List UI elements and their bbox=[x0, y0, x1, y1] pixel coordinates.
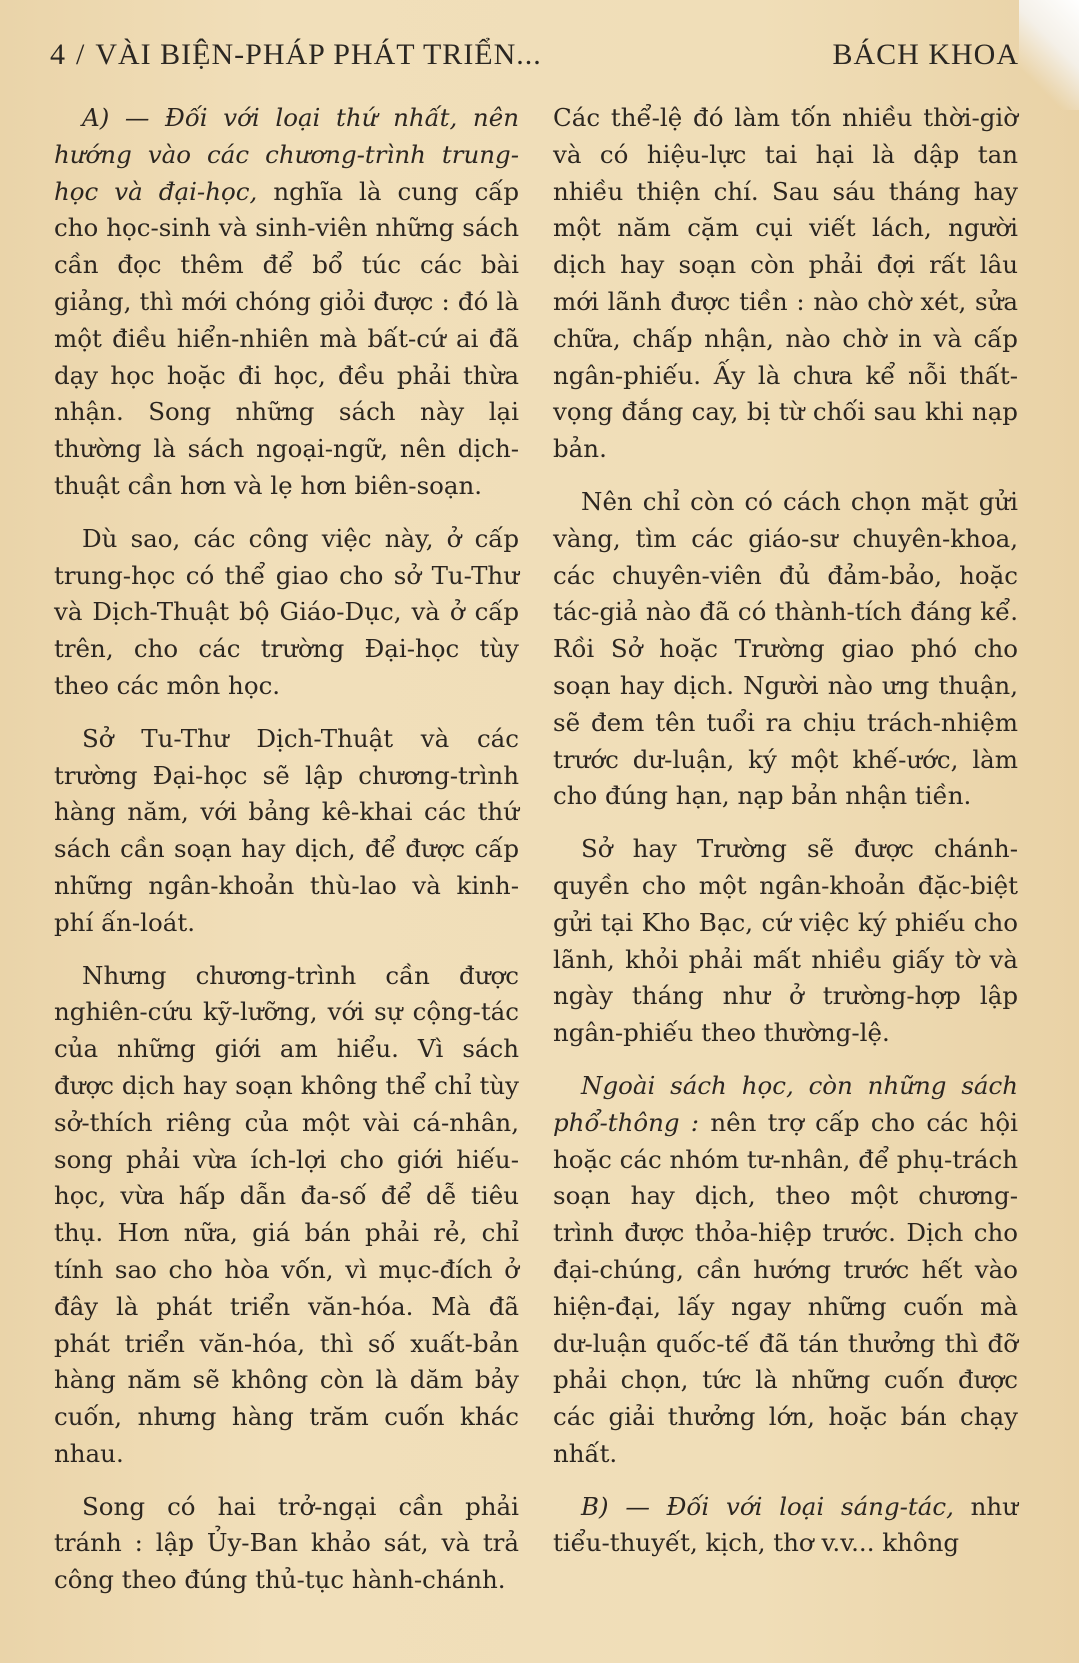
running-header bbox=[50, 30, 1019, 80]
left-column bbox=[54, 100, 519, 1615]
header-left bbox=[50, 38, 542, 72]
paragraph: Sở Tu-Thư Dịch-Thuật và các trường Đại-học sẽ lập chương-trình hàng năm, với bảng kê-khai các thứ sách cần soạn hay dịch, để được cấp những ngân-khoản thù-lao và kinh-phí ấn-loát. bbox=[54, 723, 519, 937]
emphasis-general-books: Ngoài sách học, còn những sách phổ-thông : bbox=[553, 1070, 1018, 1137]
paragraph: Sở hay Trường sẽ được chánh-quyền cho một ngân-khoản đặc-biệt gửi tại Kho Bạc, cứ việc ký phiếu cho lãnh, khỏi phải mất nhiều giấy tờ và ngày tháng như ở trường-hợp lập ngân-phiếu theo thường-lệ. bbox=[553, 834, 1018, 1048]
paragraph bbox=[54, 100, 519, 505]
right-column bbox=[553, 100, 1018, 1578]
paragraph: Nhưng chương-trình cần được nghiên-cứu kỹ-lưỡng, với sự cộng-tác của những giới am hiểu. Vì sách được dịch hay soạn không thể chỉ tùy sở-thích riêng của một vài cá-nhân, song phải vừa ích-lợi cho giới hiếu-học, vừa hấp dẫn đa-số để dễ tiêu thụ. Hơn nữa, giá bán phải rẻ, chỉ tính sao cho hòa vốn, vì mục-đích ở đây là phát triển văn-hóa. Mà đã phát triển văn-hóa, thì số xuất-bản hàng năm sẽ không còn là dăm bảy cuốn, nhưng hàng trăm cuốn khác nhau. bbox=[54, 960, 519, 1468]
paragraph-text: nên trợ cấp cho các hội hoặc các nhóm tư-nhân, để phụ-trách soạn hay dịch, theo một chương-trình được thỏa-hiệp trước. Dịch cho đại-chúng, cần hướng trước hết vào hiện-đại, lấy ngay những cuốn mà dư-luận quốc-tế đã tán thưởng thì đỡ phải chọn, tức là những cuốn được các giải thưởng lớn, hoặc bán chạy nhất. bbox=[553, 1107, 1018, 1468]
magazine-name: BÁCH KHOA bbox=[832, 38, 1019, 71]
section-heading-b: B) — Đối với loại sáng-tác, bbox=[581, 1491, 954, 1521]
paragraph: Dù sao, các công việc này, ở cấp trung-học có thể giao cho sở Tu-Thư và Dịch-Thuật bộ Giáo-Dục, và ở cấp trên, cho các trường Đại-học tùy theo các môn học. bbox=[54, 523, 519, 700]
page-number: 4 bbox=[50, 38, 66, 71]
running-title: VÀI BIỆN-PHÁP PHÁT TRIỂN... bbox=[95, 38, 542, 71]
page-corner-torn bbox=[1019, 0, 1079, 110]
paragraph: Nên chỉ còn có cách chọn mặt gửi vàng, tìm các giáo-sư chuyên-khoa, các chuyên-viên đủ đảm-bảo, hoặc tác-giả nào đã có thành-tích đáng kể. Rồi Sở hoặc Trường giao phó cho soạn hay dịch. Người nào ưng thuận, sẽ đem tên tuổi ra chịu trách-nhiệm trước dư-luận, ký một khế-ước, làm cho đúng hạn, nạp bản nhận tiền. bbox=[553, 486, 1018, 811]
paragraph: Các thể-lệ đó làm tốn nhiều thời-giờ và có hiệu-lực tai hại là dập tan nhiều thiện chí. Sau sáu tháng hay một năm cặm cụi viết lách, người dịch hay soạn còn phải đợi rất lâu mới lãnh được tiền : nào chờ xét, sửa chữa, chấp nhận, nào chờ in và cấp ngân-phiếu. Ấy là chưa kể nỗi thất-vọng đắng cay, bị từ chối sau khi nạp bản. bbox=[553, 103, 1018, 464]
paragraph: Song có hai trở-ngại cần phải tránh : lập Ủy-Ban khảo sát, và trả công theo đúng thủ-tục hành-chánh. bbox=[54, 1491, 519, 1595]
header-separator: / bbox=[76, 38, 86, 71]
paragraph-text: nghĩa là cung cấp cho học-sinh và sinh-viên những sách cần đọc thêm để bổ túc các bài giảng, thì mới chóng giỏi được : đó là một điều hiển-nhiên mà bất-cứ ai đã dạy học hoặc đi học, đều phải thừa nhận. Song những sách này lại thường là sách ngoại-ngữ, nên dịch-thuật cần hơn và lẹ hơn biên-soạn. bbox=[54, 176, 519, 500]
paragraph bbox=[553, 1489, 1018, 1563]
section-heading-a: A) — Đối với loại thứ nhất, nên hướng vào các chương-trình trung-học và đại-học, bbox=[54, 103, 519, 206]
paragraph-text: như tiểu-thuyết, kịch, thơ v.v... không bbox=[553, 1491, 1018, 1558]
paragraph bbox=[553, 1068, 1018, 1473]
